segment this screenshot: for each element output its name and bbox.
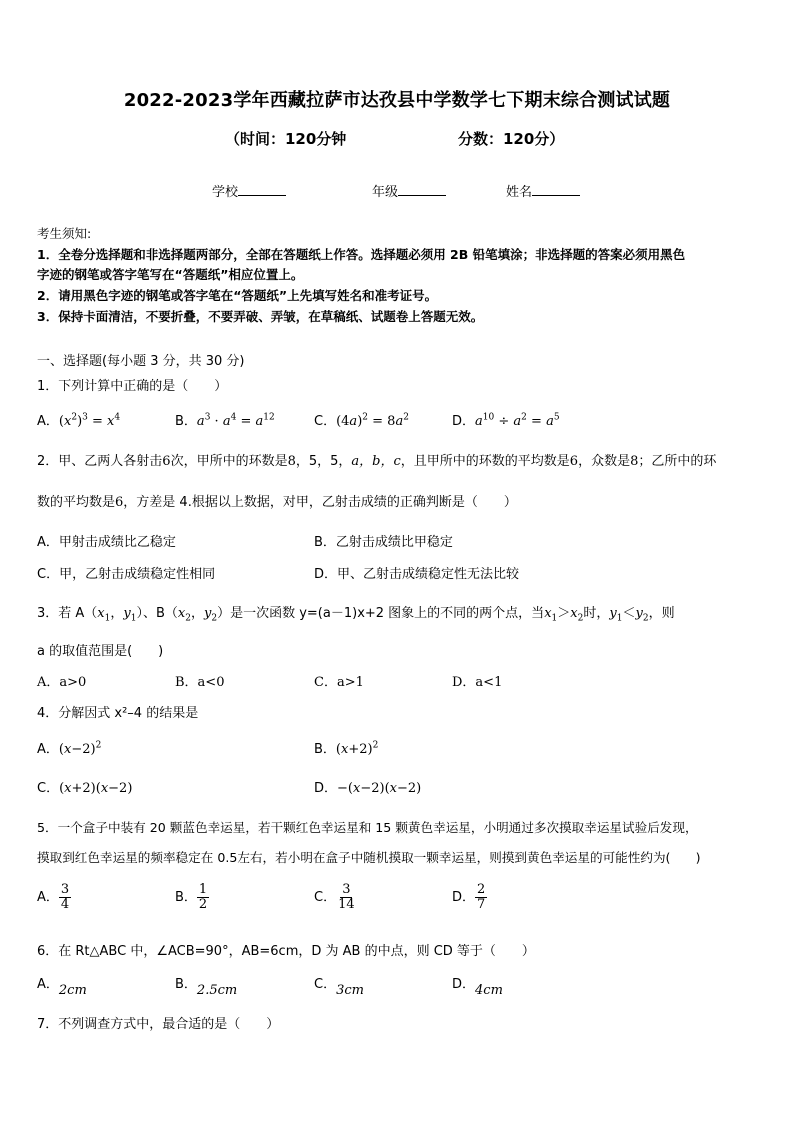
q4-option-a: A．$(x-2)^2$ [37,740,102,757]
q2-stem-line-1: 2．甲、乙两人各射击6次，甲所中的环数是8，5，5，a，b，c，且甲所中的环数的平均数是6，众数是8；乙所中的环 [37,454,717,469]
notice-line-1: 1．全卷分选择题和非选择题两部分，全部在答题纸上作答。选择题必须用 2B 铅笔填涂；非选择题的答案必须用黑色 [37,247,686,262]
q1-option-c: C．$(4a)^2 = 8a^2$ [314,412,409,429]
notice-line-3: 3．保持卡面清洁，不要折叠，不要弄破、弄皱，在草稿纸、试题卷上答题无效。 [37,309,484,324]
q3-option-b: B．a<0 [175,675,225,690]
q7-stem: 7．不列调查方式中，最合适的是（ ） [37,1017,280,1032]
q3-option-a: A．a>0 [37,675,87,690]
q5-stem-line-2: 摸取到红色幸运星的频率稳定在 0.5左右，若小明在盒子中随机摸取一颗幸运星，则摸到黄色幸运星的可能性约为( ) [37,850,701,865]
q1-option-b: B．$a^3 \cdot a^4 = a^{12}$ [175,412,275,429]
exam-score: 分数：120分） [458,130,565,148]
notice-line-1b: 字迹的钢笔或答字笔写在“答题纸”相应位置上。 [37,267,304,282]
q5-option-a: A． $\frac{3}{4}$ [37,882,70,912]
section-heading: 一、选择题(每小题 3 分，共 30 分) [37,354,245,369]
notice-line-2: 2．请用黑色字迹的钢笔或答字笔在“答题纸”上先填写姓名和准考证号。 [37,288,438,303]
q6-stem: 6．在 Rt△ABC 中，∠ACB=90°，AB=6cm，D 为 AB 的中点，则 CD 等于（ ） [37,944,535,959]
q6-option-c: C．3cm [314,977,364,998]
q3-stem-line-2: a 的取值范围是( ) [37,644,164,659]
q6-option-a: A．2cm [37,977,87,998]
q4-stem: 4．分解因式 x²–4 的结果是 [37,706,199,721]
q2-stem-line-2: 数的平均数是6，方差是 4.根据以上数据，对甲，乙射击成绩的正确判断是（ ） [37,495,517,510]
q1-stem: 1．下列计算中正确的是（ ） [37,379,228,394]
q1-option-d: D．$a^{10} \div a^2 = a^5$ [452,412,560,429]
exam-title: 2022-2023学年西藏拉萨市达孜县中学数学七下期末综合测试试题 [123,90,671,111]
q3-option-d: D．a<1 [452,675,503,690]
q5-option-c: C． $\frac{3}{14}$ [314,882,355,912]
q5-option-b: B． $\frac{1}{2}$ [175,882,208,912]
exam-time: （时间：120分钟 [225,130,347,148]
school-field: 学校 [212,181,286,200]
q1-option-a: A．$(x^2)^3 = x^4$ [37,412,121,429]
q2-option-d: D．甲、乙射击成绩稳定性无法比较 [314,567,520,582]
q2-option-c: C．甲，乙射击成绩稳定性相同 [37,567,216,582]
q3-stem-line-1: 3．若 $A(x_1$，$y_1$）、$B(x_2$，$y_2$）是一次函数 y=(a－1)x+2 图象上的不同的两个点，当$x_1>x_2$时，$y_1<y_2$，则 [37,606,675,624]
q4-option-d: D．−(x−2)(x−2) [314,781,422,796]
q5-stem-line-1: 5．一个盒子中装有 20 颗蓝色幸运星，若干颗红色幸运星和 15 颗黄色幸运星，小明通过多次摸取幸运星试验后发现， [37,820,698,835]
q2-option-b: B．乙射击成绩比甲稳定 [314,535,453,550]
q4-option-b: B．$(x+2)^2$ [314,740,379,757]
name-field: 姓名 [506,181,580,200]
q2-option-a: A．甲射击成绩比乙稳定 [37,535,176,550]
q6-option-b: B．2.5cm [175,977,238,998]
q4-option-c: C．(x+2)(x−2) [37,781,133,796]
q5-option-d: D． $\frac{2}{7}$ [452,882,486,912]
q3-option-c: C．a>1 [314,675,364,690]
grade-field: 年级 [372,181,446,200]
q6-option-d: D．4cm [452,977,503,998]
notice-heading: 考生须知: [37,226,92,241]
